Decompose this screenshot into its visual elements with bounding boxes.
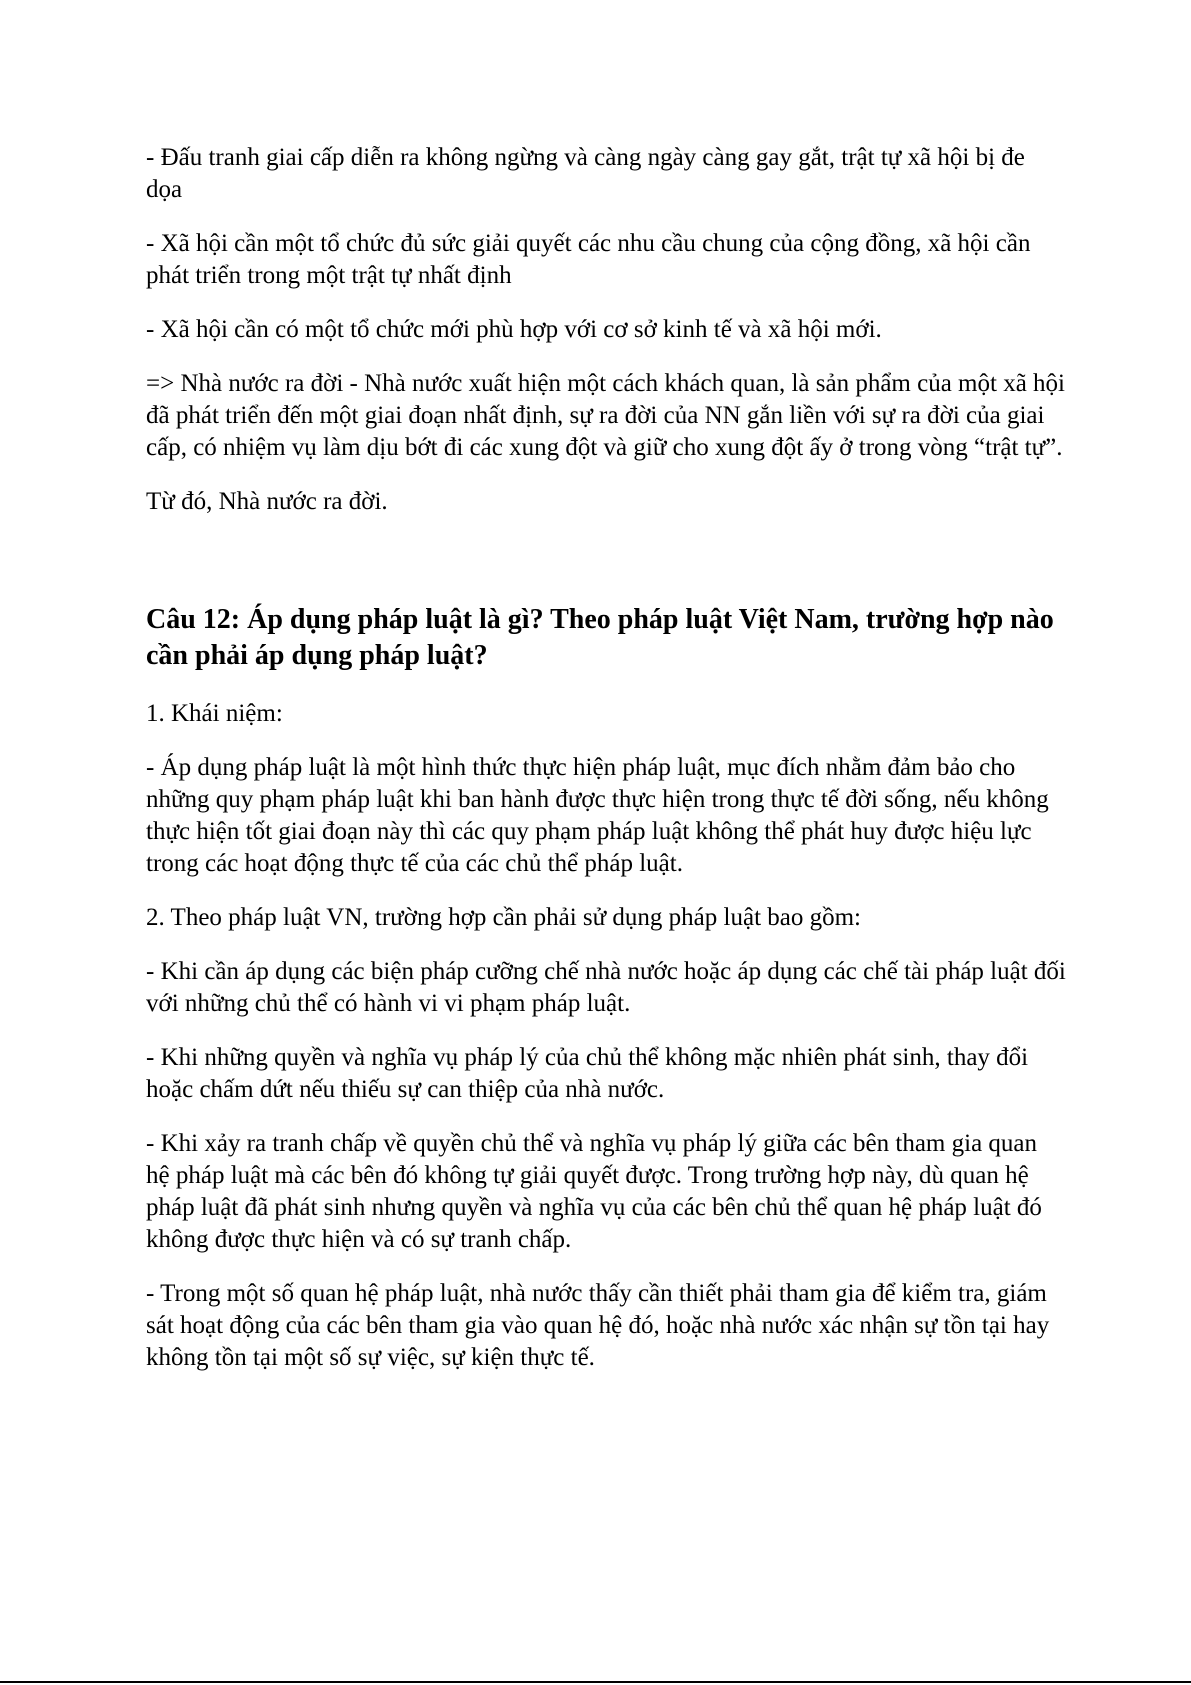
paragraph-new-organization: - Xã hội cần có một tổ chức mới phù hợp với cơ sở kinh tế và xã hội mới. xyxy=(146,316,882,343)
paragraph-state-emergence: => Nhà nước ra đời - Nhà nước xuất hiện một cách khách quan, là sản phẩm của một xã hội đã phát triển đến một giai đoạn nhất định, sự ra đời của NN gắn liền với sự ra đời của giai cấp, có nhiệm vụ làm dịu bớt đi các xung đột và giữ cho xung đột ấy ở trong vòng “trật tự”. xyxy=(146,370,1065,461)
paragraph-cases-title: 2. Theo pháp luật VN, trường hợp cần phải sử dụng pháp luật bao gồm: xyxy=(146,904,862,931)
question-heading: Câu 12: Áp dụng pháp luật là gì? Theo pháp luật Việt Nam, trường hợp nào cần phải áp dụng pháp luật? xyxy=(146,604,1054,671)
document-page xyxy=(146,142,1066,1374)
paragraph-case-enforcement: - Khi cần áp dụng các biện pháp cưỡng chế nhà nước hoặc áp dụng các chế tài pháp luật đối với những chủ thể có hành vi vi phạm pháp luật. xyxy=(146,958,1066,1017)
paragraph-society-needs-organization: - Xã hội cần một tổ chức đủ sức giải quyết các nhu cầu chung của cộng đồng, xã hội cần phát triển trong một trật tự nhất định xyxy=(146,230,1031,289)
paragraph-concept-definition: - Áp dụng pháp luật là một hình thức thực hiện pháp luật, mục đích nhằm đảm bảo cho những quy phạm pháp luật khi ban hành được thực hiện trong thực tế đời sống, nếu không thực hiện tốt giai đoạn này thì các quy phạm pháp luật không thể phát huy được hiệu lực trong các hoạt động thực tế của các chủ thể pháp luật. xyxy=(146,754,1049,877)
paragraph-case-dispute: - Khi xảy ra tranh chấp về quyền chủ thể và nghĩa vụ pháp lý giữa các bên tham gia quan hệ pháp luật mà các bên đó không tự giải quyết được. Trong trường hợp này, dù quan hệ pháp luật đã phát sinh nhưng quyền và nghĩa vụ của các bên chủ thể quan hệ pháp luật đó không được thực hiện và có sự tranh chấp. xyxy=(146,1130,1042,1253)
bottom-divider xyxy=(0,1681,1191,1683)
paragraph-case-supervision: - Trong một số quan hệ pháp luật, nhà nước thấy cần thiết phải tham gia để kiểm tra, giám sát hoạt động của các bên tham gia vào quan hệ đó, hoặc nhà nước xác nhận sự tồn tại hay không tồn tại một số sự việc, sự kiện thực tế. xyxy=(146,1280,1050,1371)
paragraph-class-struggle: - Đấu tranh giai cấp diễn ra không ngừng và càng ngày càng gay gắt, trật tự xã hội bị đe dọa xyxy=(146,144,1025,203)
paragraph-concept-title: 1. Khái niệm: xyxy=(146,700,283,727)
paragraph-state-born: Từ đó, Nhà nước ra đời. xyxy=(146,488,388,515)
paragraph-case-rights: - Khi những quyền và nghĩa vụ pháp lý của chủ thể không mặc nhiên phát sinh, thay đổi hoặc chấm dứt nếu thiếu sự can thiệp của nhà nước. xyxy=(146,1044,1029,1103)
